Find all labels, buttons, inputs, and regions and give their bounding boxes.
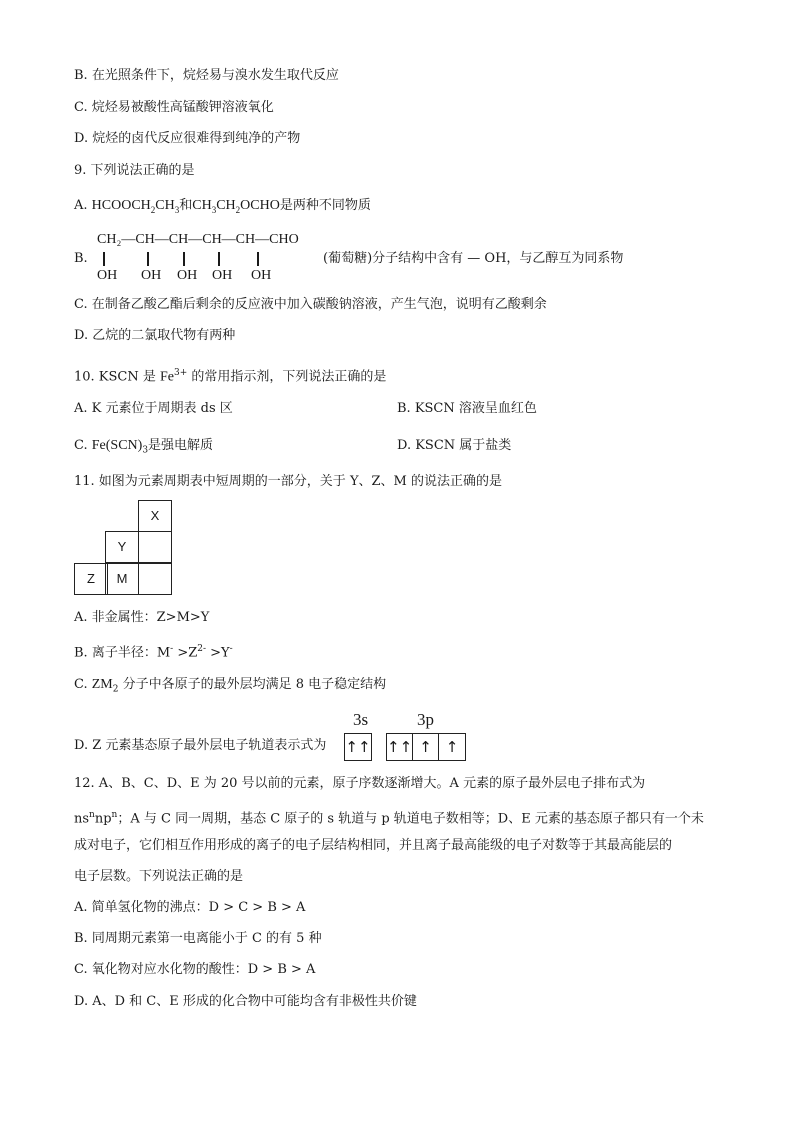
q11-option-c: C. $ZM_2$ 分子中各原子的最外层均满足 8 电子稳定结构 <box>74 677 387 695</box>
orbital-arrows: ↑↑ <box>387 734 413 760</box>
q8-option-c: C. 烷烃易被酸性高锰酸钾溶液氧化 <box>74 100 274 115</box>
q11-stem: 11. 如图为元素周期表中短周期的一部分，关于 Y、Z、M 的说法正确的是 <box>74 474 502 489</box>
orbital-3s-box <box>344 733 372 761</box>
q10-stem: 10. KSCN 是 $Fe^{3+}$ 的常用指示剂，下列说法正确的是 <box>74 368 387 385</box>
cell-empty <box>138 563 172 595</box>
q12-stem-line-1: 12. A、B、C、D、E 为 20 号以前的元素，原子序数逐渐增大。A 元素的原子最外层电子排布式为 <box>74 776 646 791</box>
q12-stem-line-4: 电子层数。下列说法正确的是 <box>74 869 244 884</box>
formula-zm2: ZM <box>91 677 113 692</box>
q10-option-a: A. K 元素位于周期表 ds 区 <box>74 401 233 416</box>
hydroxyl-label: OH <box>251 268 272 283</box>
orbital-arrows: ↑ <box>413 734 439 760</box>
q10-option-b: B. KSCN 溶液呈血红色 <box>397 401 537 416</box>
q12-stem-line-2: $ns^nnp^n$；A 与 C 同一周期，基态 C 原子的 s 轨道与 p 轨道电子数相等；D、E 元素的基态原子都只有一个未 <box>74 810 704 827</box>
q10-option-c: C. $Fe(SCN)_3$是强电解质 <box>74 438 214 456</box>
orbital-3p-boxes <box>386 733 466 761</box>
q11-option-a: A. 非金属性：Z>M>Y <box>74 610 210 625</box>
orbital-label-3s: 3s <box>353 710 369 729</box>
q9-option-d: D. 乙烷的二氯取代物有两种 <box>74 328 236 343</box>
q9-option-a-and: 和 <box>179 198 193 213</box>
q9-option-c: C. 在制备乙酸乙酯后剩余的反应液中加入碳酸钠溶液，产生气泡，说明有乙酸剩余 <box>74 297 547 312</box>
orbital-arrows: ↑ <box>445 738 459 756</box>
cell-y: Y <box>105 531 139 563</box>
q11-option-b: B. 离子半径：$M^- >Z^{2-} >Y^-$ <box>74 644 233 661</box>
orbital-arrows: ↑↑ <box>345 738 371 756</box>
formula-fe: Fe <box>160 369 175 385</box>
q12-option-b: B. 同周期元素第一电离能小于 C 的有 5 种 <box>74 931 322 946</box>
q9-option-a-text: 是两种不同物质 <box>279 198 371 213</box>
bond-line <box>257 252 259 266</box>
q9-option-a <box>74 197 371 219</box>
orbital-label-3p: 3p <box>417 710 434 729</box>
cell-m: M <box>105 563 139 595</box>
bond-line <box>147 252 149 266</box>
cell-z: Z <box>74 563 108 595</box>
formula-ch3ch2ocho: $CH_3CH_2OCHO$ <box>192 198 280 215</box>
bond-line <box>218 252 220 266</box>
hydroxyl-label: OH <box>212 268 233 283</box>
bond-line <box>183 252 185 266</box>
cell-x: X <box>138 500 172 532</box>
q12-option-c: C. 氧化物对应水化物的酸性：D > B > A <box>74 962 316 977</box>
hydroxyl-label: OH <box>97 268 118 283</box>
q9-option-b-text: (葡萄糖)分子结构中含有 — OH，与乙醇互为同系物 <box>323 251 624 266</box>
q10-option-d: D. KSCN 属于盐类 <box>397 438 512 453</box>
q8-option-b: B. 在光照条件下，烷烃易与溴水发生取代反应 <box>74 68 339 83</box>
q12-option-a: A. 简单氢化物的沸点：D > C > B > A <box>74 900 306 915</box>
q8-option-d: D. 烷烃的卤代反应很难得到纯净的产物 <box>74 131 301 146</box>
q12-option-d: D. A、D 和 C、E 形成的化合物中可能均含有非极性共价键 <box>74 994 417 1009</box>
q12-stem-line-3: 成对电子，它们相互作用形成的离子的电子层结构相同，并且离子最高能级的电子对数等于其最高能层的 <box>74 838 673 853</box>
formula-hcooch2ch3: $HCOOCH_2CH_3$ <box>91 198 180 215</box>
q9-option-b-label: B. <box>74 251 88 266</box>
hydroxyl-label: OH <box>141 268 162 283</box>
q11-option-d: D. Z 元素基态原子最外层电子轨道表示式为 <box>74 738 327 753</box>
cell-empty <box>138 531 172 563</box>
q9-stem: 9. 下列说法正确的是 <box>74 163 195 178</box>
hydroxyl-label: OH <box>177 268 198 283</box>
q9-option-a-label: A. <box>74 198 92 213</box>
formula-fescn3: Fe(SCN) <box>91 438 143 453</box>
bond-line <box>103 252 105 266</box>
glucose-chain: CH₂—CH—CH—CH—CH—CHO <box>97 232 299 247</box>
